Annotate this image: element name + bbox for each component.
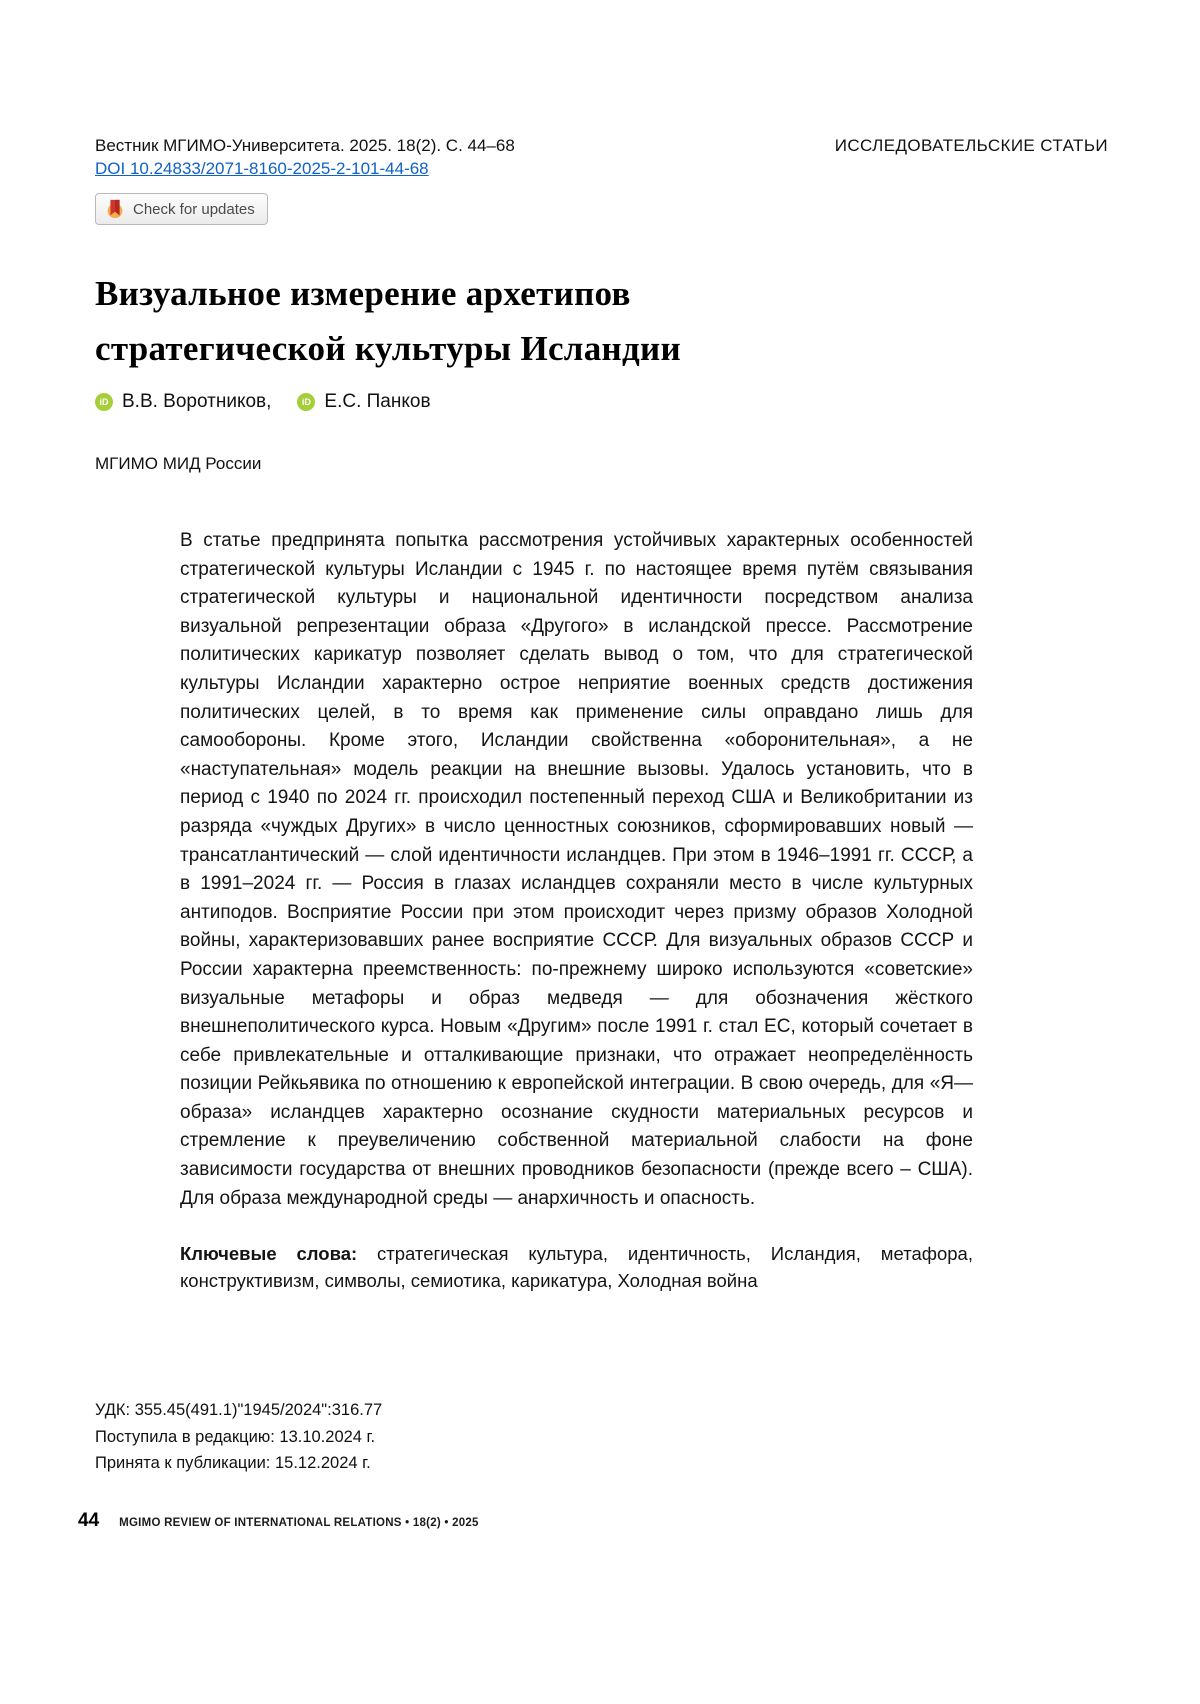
article-title-line2: стратегической культуры Исландии xyxy=(95,329,681,368)
page-header xyxy=(95,134,1108,225)
crossmark-icon xyxy=(104,198,126,220)
author-name: Е.С. Панков xyxy=(324,391,431,412)
section-label: ИССЛЕДОВАТЕЛЬСКИЕ СТАТЬИ xyxy=(834,136,1108,155)
article-title-line1: Визуальное измерение архетипов xyxy=(95,274,631,313)
author-name: В.В. Воротников, xyxy=(122,391,272,412)
page-number: 44 xyxy=(78,1510,100,1531)
abstract-block xyxy=(180,527,973,1294)
journal-reference: Вестник МГИМО-Университета. 2025. 18(2). С. 44–68 xyxy=(95,136,515,155)
footer-journal-title: MGIMO REVIEW OF INTERNATIONAL RELATIONS • 18(2) • 2025 xyxy=(119,1517,479,1529)
author-2 xyxy=(297,391,430,413)
article-meta xyxy=(95,1397,382,1477)
keywords-line xyxy=(180,1240,973,1294)
accepted-date: Принята к публикации: 15.12.2024 г. xyxy=(95,1454,371,1472)
affiliation: МГИМО МИД России xyxy=(95,454,262,473)
orcid-icon[interactable]: iD xyxy=(297,393,315,411)
article-title xyxy=(95,266,1110,376)
udc-code: УДК: 355.45(491.1)"1945/2024":316.77 xyxy=(95,1401,383,1419)
authors-line xyxy=(95,391,431,413)
abstract-text: В статье предпринята попытка рассмотрения устойчивых характерных особенностей стратегической культуры Исландии с 1945 г. по настоящее время путём связывания стратегической культуры и национальной идентичности посредством анализа визуальной репрезентации образа «Другого» в исландской прессе. Рассмотрение политических карикатур позволяет сделать вывод о том, что для стратегической культуры Исландии характерно острое неприятие военных средств достижения политических целей, в то время как применение силы оправдано лишь для самообороны. Кроме этого, Исландии свойственна «оборонительная», а не «наступательная» модель реакции на внешние вызовы. Удалось установить, что в период с 1940 по 2024 гг. происходил постепенный переход США и Великобритании из разряда «чуждых Других» в число ценностных союзников, сформировавших новый — трансатлантический — слой идентичности исландцев. При этом в 1946–1991 гг. СССР, а в 1991–2024 гг. — Россия в глазах исландцев сохраняли место в числе культурных антиподов. Восприятие России при этом происходит через призму образов Холодной войны, характеризовавших ранее восприятие СССР. Для визуальных образов СССР и России характерна преемственность: по-прежнему широко используются «советские» визуальные метафоры и образ медведя — для обозначения жёсткого внешнеполитического курса. Новым «Другим» после 1991 г. стал ЕС, который сочетает в себе привлекательные и отталкивающие признаки, что отражает неопределённость позиции Рейкьявика по отношению к европейской интеграции. В свою очередь, для «Я—образа» исландцев характерно осознание скудности материальных ресурсов и стремление к преувеличению собственной материальной слабости на фоне зависимости государства от внешних проводников безопасности (прежде всего – США). Для образа международной среды — анархичность и опасность. xyxy=(180,530,973,1209)
author-1 xyxy=(95,391,271,413)
page-footer xyxy=(78,1510,479,1532)
keywords-text: стратегическая культура, идентичность, Исландия, метафора, конструктивизм, символы, семиотика, карикатура, Холодная война xyxy=(180,1243,973,1292)
check-for-updates-badge[interactable] xyxy=(95,193,268,225)
header-left xyxy=(95,134,515,225)
received-date: Поступила в редакцию: 13.10.2024 г. xyxy=(95,1427,376,1446)
doi-link[interactable]: DOI 10.24833/2071-8160-2025-2-101-44-68 xyxy=(95,159,429,178)
check-updates-label: Check for updates xyxy=(133,200,255,218)
orcid-icon[interactable]: iD xyxy=(95,393,113,411)
keywords-label: Ключевые слова: xyxy=(180,1243,358,1265)
